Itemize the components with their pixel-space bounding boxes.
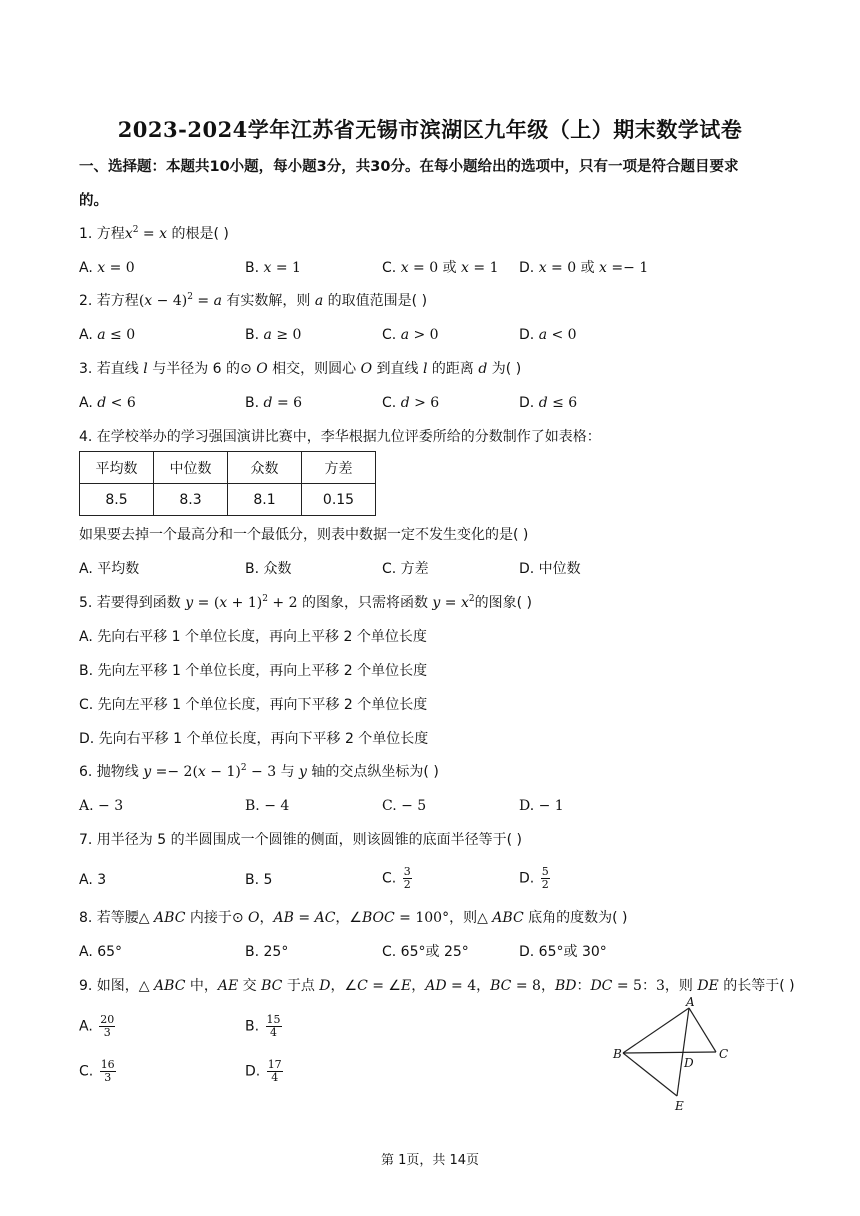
q3-option-d: D. d ≤ 6 — [519, 395, 578, 411]
q5-stem: 5. 若要得到函数 $y = (x + 1)^2 + 2$ 的图象，只需将函数 $y = x^2$的图象( ) — [79, 594, 532, 611]
q2-option-d: D. a < 0 — [519, 327, 577, 343]
q7-option-a: A. 3 — [79, 872, 107, 888]
table-header-variance: 方差 — [302, 452, 376, 484]
q9-option-c: C. $\frac{16}{3}$ — [79, 1058, 115, 1084]
point-label-e: E — [675, 1099, 684, 1113]
q7-option-c: C. $\frac{3}{2}$ — [382, 865, 411, 891]
q1-option-c: C. x = 0 或 x = 1 — [382, 260, 499, 276]
point-label-d: D — [684, 1056, 694, 1070]
q2-option-c: C. a > 0 — [382, 327, 439, 343]
q2-stem: 2. 若方程$(x - 4)^2 = a$ 有实数解，则 a 的取值范围是( ) — [79, 292, 428, 309]
q1-option-a: A. x = 0 — [79, 260, 135, 276]
q6-option-a: A. − 3 — [79, 798, 124, 814]
q4-stem: 4. 在学校举办的学习强国演讲比赛中，李华根据九位评委所给的分数制作了如表格： — [79, 429, 601, 445]
q5-option-a: A. 先向右平移 1 个单位长度，再向上平移 2 个单位长度 — [79, 629, 427, 645]
exam-title: 2023-2024学年江苏省无锡市滨湖区九年级（上）期末数学试卷 — [117, 117, 743, 142]
table-header-median: 中位数 — [154, 452, 228, 484]
q9-option-b: B. $\frac{15}{4}$ — [245, 1013, 281, 1039]
point-label-b: B — [613, 1047, 622, 1061]
point-label-a: A — [686, 995, 695, 1009]
q6-option-c: C. − 5 — [382, 798, 427, 814]
q9-option-d: D. $\frac{17}{4}$ — [245, 1058, 282, 1084]
table-cell-mean: 8.5 — [80, 484, 154, 516]
q6-option-b: B. − 4 — [245, 798, 290, 814]
table-cell-mode: 8.1 — [228, 484, 302, 516]
q8-stem: 8. 若等腰△ ABC 内接于⊙ O，AB = AC，∠BOC = 100°，则△ ABC 底角的度数为( ) — [79, 910, 628, 926]
table-cell-median: 8.3 — [154, 484, 228, 516]
q8-option-a: A. 65° — [79, 944, 123, 960]
triangle-figure — [604, 994, 744, 1114]
q3-option-b: B. d = 6 — [245, 395, 303, 411]
q8-option-c: C. 65°或 25° — [382, 944, 469, 960]
q4-option-d: D. 中位数 — [519, 561, 581, 577]
q4-option-c: C. 方差 — [382, 561, 429, 577]
q1-option-b: B. x = 1 — [245, 260, 301, 276]
q7-stem: 7. 用半径为 5 的半圆围成一个圆锥的侧面，则该圆锥的底面半径等于( ) — [79, 832, 522, 848]
point-label-c: C — [719, 1047, 729, 1061]
q4-option-a: A. 平均数 — [79, 561, 140, 577]
q6-option-d: D. − 1 — [519, 798, 564, 814]
page-footer: 第 1页，共 14页 — [380, 1153, 480, 1168]
q5-option-b: B. 先向左平移 1 个单位长度，再向上平移 2 个单位长度 — [79, 663, 428, 679]
q2-option-a: A. a ≤ 0 — [79, 327, 136, 343]
q4-stem2: 如果要去掉一个最高分和一个最低分，则表中数据一定不发生变化的是( ) — [79, 527, 529, 543]
q9-option-a: A. $\frac{20}{3}$ — [79, 1013, 115, 1039]
section-heading-line1: 一、选择题：本题共10小题，每小题3分，共30分。在每小题给出的选项中，只有一项是符合题目要求 — [79, 159, 739, 175]
q1-stem: 1. 方程$x^2 = x$ 的根是( ) — [79, 225, 229, 242]
q8-option-d: D. 65°或 30° — [519, 944, 607, 960]
q5-option-d: D. 先向右平移 1 个单位长度，再向下平移 2 个单位长度 — [79, 731, 429, 747]
q1-option-d: D. x = 0 或 x =− 1 — [519, 260, 649, 276]
q6-stem: 6. 抛物线 $y =- 2(x - 1)^2 - 3$ 与 y 轴的交点纵坐标为( ) — [79, 763, 439, 780]
q3-option-a: A. d < 6 — [79, 395, 136, 411]
q9-stem: 9. 如图，△ ABC 中，AE 交 BC 于点 D，∠C = ∠E，AD = 4，BC = 8，BD：DC = 5：3，则 DE 的长等于( ) — [79, 978, 795, 994]
q3-stem: 3. 若直线 l 与半径为 6 的⊙ O 相交，则圆心 O 到直线 l 的距离 d 为( ) — [79, 361, 522, 377]
q4-option-b: B. 众数 — [245, 561, 292, 577]
table-header-mode: 众数 — [228, 452, 302, 484]
q5-option-c: C. 先向左平移 1 个单位长度，再向下平移 2 个单位长度 — [79, 697, 428, 713]
q7-option-d: D. $\frac{5}{2}$ — [519, 865, 549, 891]
table-header-mean: 平均数 — [80, 452, 154, 484]
q2-option-b: B. a ≥ 0 — [245, 327, 302, 343]
score-table — [79, 451, 376, 516]
table-cell-variance: 0.15 — [302, 484, 376, 516]
section-heading-line2: 的。 — [79, 193, 108, 209]
q7-option-b: B. 5 — [245, 872, 273, 888]
q8-option-b: B. 25° — [245, 944, 289, 960]
q3-option-c: C. d > 6 — [382, 395, 440, 411]
